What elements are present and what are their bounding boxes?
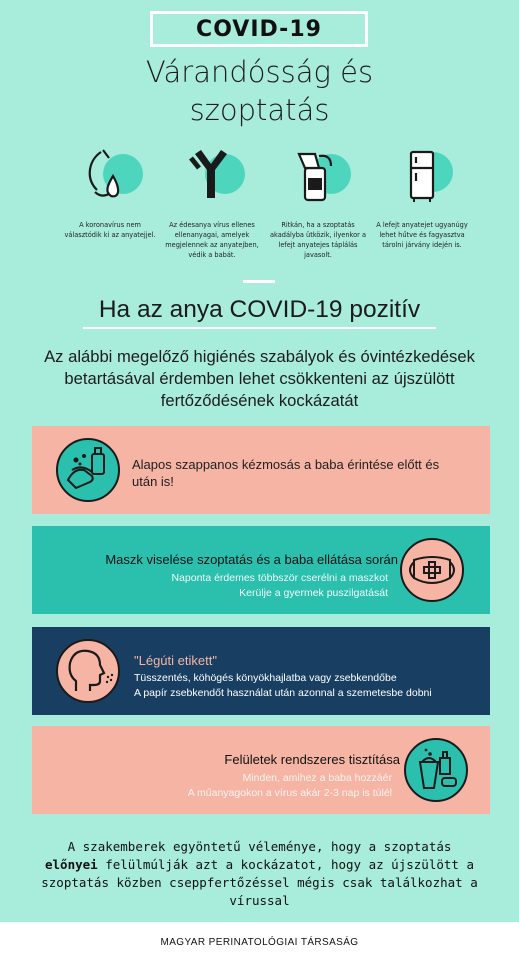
subtitle-line-2: szoptatás bbox=[189, 93, 330, 127]
refrigerator-icon bbox=[387, 146, 457, 206]
section-underline bbox=[83, 327, 436, 329]
conclusion-text bbox=[40, 838, 479, 910]
page-subtitle bbox=[0, 53, 519, 129]
divider bbox=[243, 280, 275, 283]
measure-line: Naponta érdemes többször cserélni a maszkot bbox=[171, 572, 388, 584]
cleaning-supplies-icon bbox=[404, 738, 468, 802]
measure-line: A műanyagokon a vírus akár 2-3 nap is túlél bbox=[187, 787, 392, 799]
measure-band-etiquette bbox=[32, 627, 490, 715]
fact-item bbox=[268, 146, 368, 260]
handwashing-icon bbox=[56, 438, 120, 502]
fact-caption: Ritkán, ha a szoptatás akadályba ütközik, ilyenkor a lefejt anyatejes táplálás javasolt. bbox=[269, 221, 367, 259]
fact-caption: A koronavírus nem választódik ki az anyatejjel. bbox=[64, 221, 156, 239]
fact-caption: Az édesanya vírus ellenes ellenanyagai, amelyek megjelennek az anyatejben, védik a babát. bbox=[165, 221, 259, 259]
fact-item bbox=[60, 146, 160, 240]
antibody-icon bbox=[177, 146, 247, 206]
measure-band-mask bbox=[32, 526, 490, 614]
measure-title: Maszk viselése szoptatás és a baba ellátása során bbox=[105, 552, 398, 567]
measure-title: "Légúti etikett" bbox=[134, 653, 217, 668]
measure-lines bbox=[32, 771, 392, 801]
measure-line: Kerülje a gyermek puszilgatását bbox=[239, 587, 388, 599]
organization-name: MAGYAR PERINATOLÓGIAI TÁRSASÁG bbox=[160, 937, 359, 948]
section-title: Ha az anya COVID-19 pozitív bbox=[98, 296, 421, 323]
title-box bbox=[150, 11, 368, 47]
measure-band-handwashing bbox=[32, 426, 490, 514]
footer-bar bbox=[0, 922, 519, 960]
measure-line: A papír zsebkendőt használat után azonnal a szemetesbe dobni bbox=[134, 687, 432, 699]
measure-title: Alapos szappanos kézmosás a baba érintése előtt és után is! bbox=[132, 457, 440, 489]
face-mask-icon bbox=[400, 538, 464, 602]
page-title: COVID-19 bbox=[196, 16, 322, 42]
breast-pump-icon bbox=[283, 146, 353, 206]
sneezing-head-icon bbox=[56, 639, 120, 703]
measure-band-surfaces bbox=[32, 726, 490, 814]
fact-caption: A lefejt anyatejet ugyanúgy lehet hűtve és fagyasztva tárolni járvány idején is. bbox=[376, 221, 468, 249]
virus-droplet-icon bbox=[75, 146, 145, 206]
section-intro: Az alábbi megelőző higiénés szabályok és óvintézkedések betartásával érdemben lehet csökkenteni az újszülött fertőződésének kockázatát bbox=[44, 347, 475, 410]
conclusion-part-1: A szakemberek egyöntetű véleménye, hogy a szoptatás bbox=[67, 839, 452, 854]
conclusion-part-2: felülmúlják azt a kockázatot, hogy az újszülött a szoptatás közben cseppfertőzéssel mégis csak találkozhat a vírussal bbox=[41, 857, 478, 908]
fact-item bbox=[372, 146, 472, 250]
measure-lines bbox=[32, 571, 388, 601]
measure-line: Tüsszentés, köhögés könyökhajlatba vagy zsebkendőbe bbox=[134, 672, 397, 684]
subtitle-line-1: Várandósság és bbox=[145, 55, 374, 89]
facts-row bbox=[60, 146, 480, 271]
fact-item bbox=[162, 146, 262, 260]
measure-line: Minden, amihez a baba hozzáér bbox=[242, 772, 392, 784]
measure-lines bbox=[134, 671, 432, 701]
conclusion-emphasis: előnyei bbox=[45, 857, 98, 872]
measure-title: Felületek rendszeres tisztítása bbox=[224, 752, 400, 767]
